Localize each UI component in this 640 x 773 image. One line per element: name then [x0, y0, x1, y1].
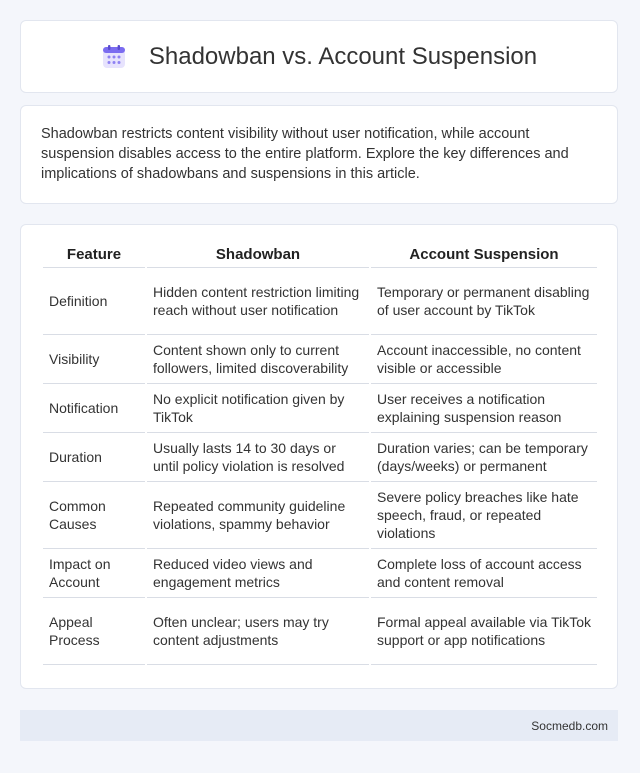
row-feature: Appeal Process [43, 598, 145, 665]
row-feature: Notification [43, 384, 145, 433]
row-suspension: Account inaccessible, no content visible or accessible [371, 335, 597, 384]
row-suspension: Severe policy breaches like hate speech, fraud, or repeated violations [371, 482, 597, 549]
row-feature: Impact on Account [43, 549, 145, 598]
intro-card [20, 105, 618, 204]
row-shadowban: Repeated community guideline violations, spammy behavior [147, 482, 369, 549]
title-card [20, 20, 618, 93]
footer-site-link[interactable]: Socmedb.com [531, 718, 608, 733]
table-row [43, 335, 597, 384]
table-row [43, 482, 597, 549]
row-shadowban: No explicit notification given by TikTok [147, 384, 369, 433]
row-feature: Definition [43, 268, 145, 335]
header-account-suspension: Account Suspension [371, 243, 597, 268]
row-feature: Duration [43, 433, 145, 482]
row-suspension: Complete loss of account access and content removal [371, 549, 597, 598]
row-shadowban: Usually lasts 14 to 30 days or until policy violation is resolved [147, 433, 369, 482]
calendar-icon [101, 44, 127, 70]
table-header-row [43, 243, 597, 268]
row-suspension: Formal appeal available via TikTok support or app notifications [371, 598, 597, 665]
page-title: Shadowban vs. Account Suspension [148, 42, 538, 70]
row-suspension: User receives a notification explaining suspension reason [371, 384, 597, 433]
header-feature: Feature [43, 243, 145, 268]
table-row [43, 384, 597, 433]
row-suspension: Duration varies; can be temporary (days/weeks) or permanent [371, 433, 597, 482]
table-row [43, 268, 597, 335]
header-shadowban: Shadowban [147, 243, 369, 268]
row-shadowban: Often unclear; users may try content adjustments [147, 598, 369, 665]
table-row [43, 598, 597, 665]
row-shadowban: Hidden content restriction limiting reach without user notification [147, 268, 369, 335]
footer [20, 710, 618, 741]
row-shadowban: Reduced video views and engagement metrics [147, 549, 369, 598]
row-feature: Common Causes [43, 482, 145, 549]
table-row [43, 433, 597, 482]
table-row [43, 549, 597, 598]
comparison-table [41, 243, 599, 665]
row-feature: Visibility [43, 335, 145, 384]
row-suspension: Temporary or permanent disabling of user account by TikTok [371, 268, 597, 335]
row-shadowban: Content shown only to current followers, limited discoverability [147, 335, 369, 384]
intro-text: Shadowban restricts content visibility without user notification, while account suspension disables access to the entire platform. Explore the key differences and implications of shadowbans and suspensions in this article. [41, 126, 569, 182]
comparison-table-card [20, 224, 618, 689]
